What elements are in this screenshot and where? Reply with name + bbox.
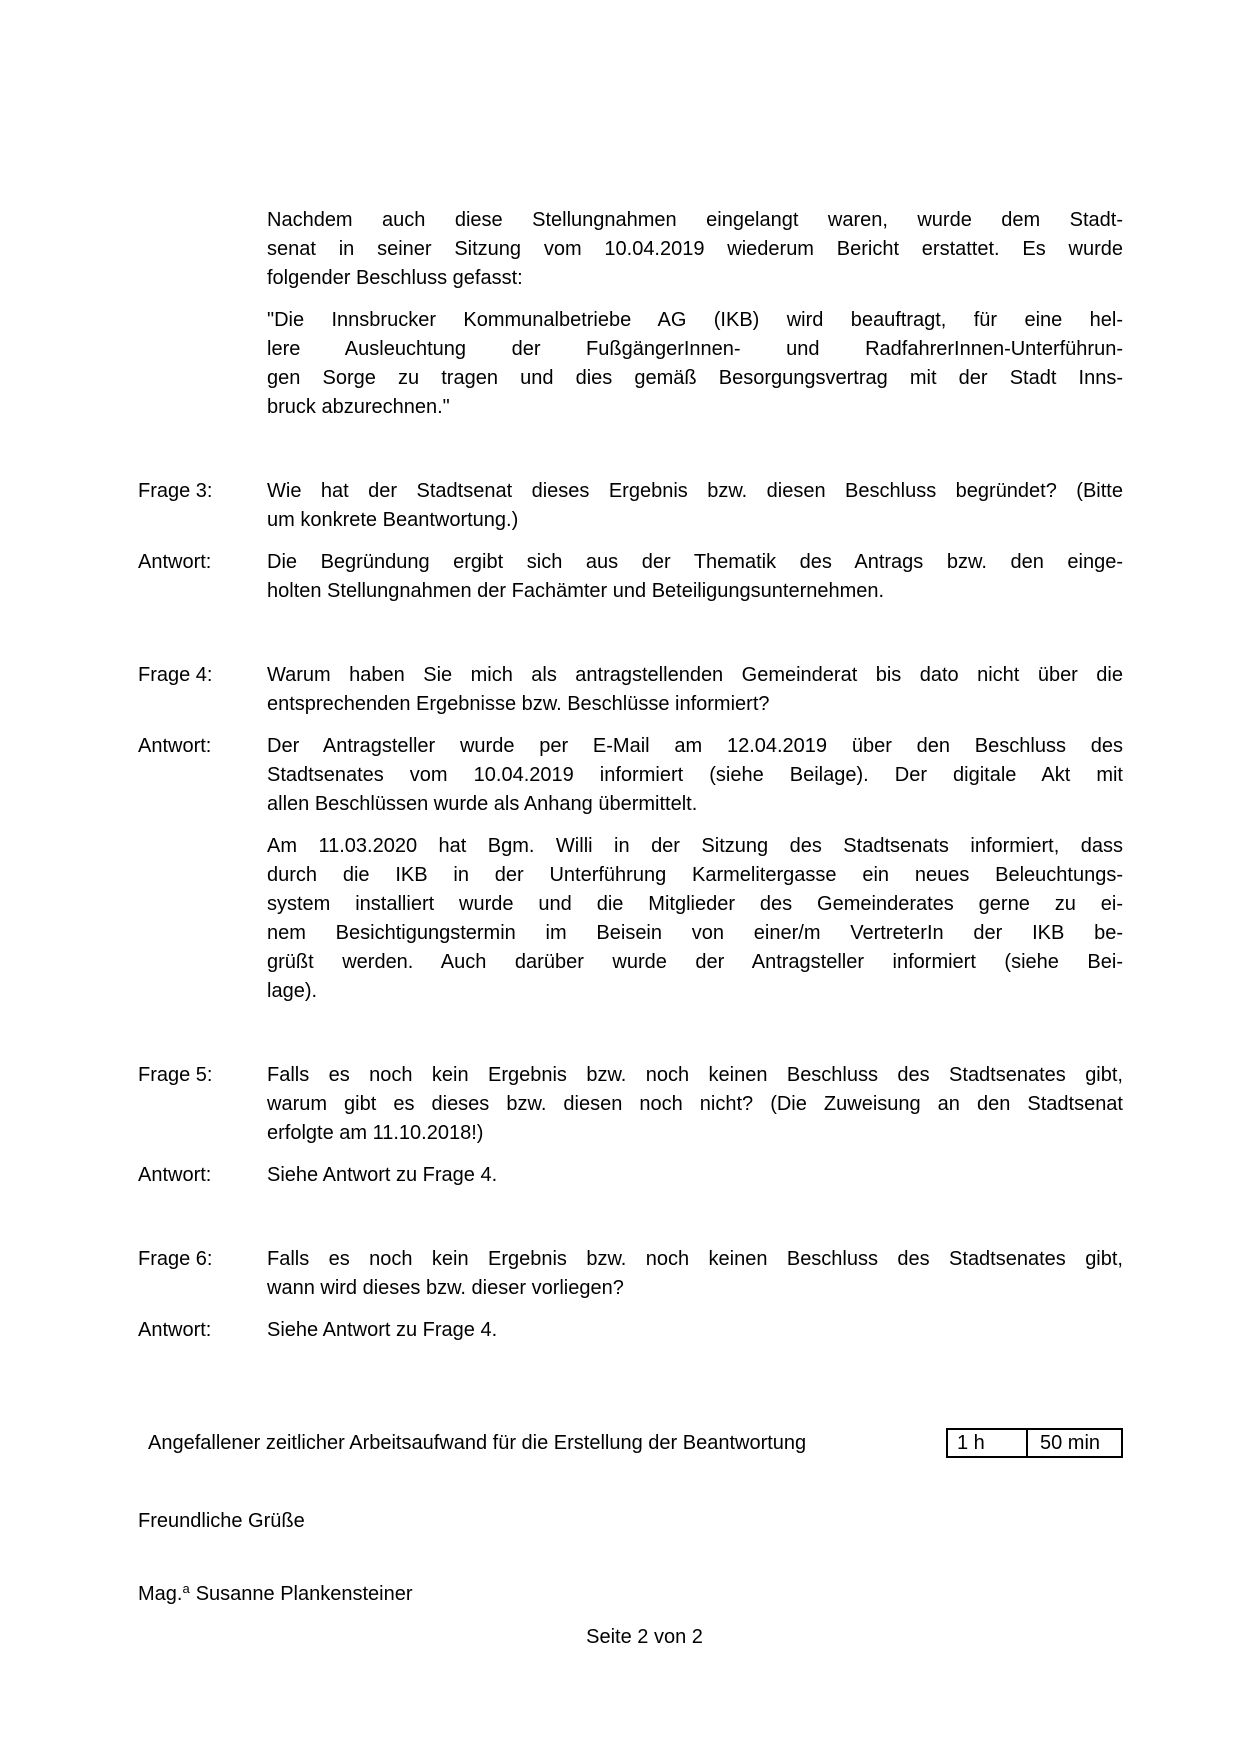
text-line: Falls es noch kein Ergebnis bzw. noch keinen Beschluss des Stadtsenates gibt,: [267, 1064, 1123, 1086]
text-line: Am 11.03.2020 hat Bgm. Willi in der Sitzung des Stadtsenats informiert, dass: [267, 835, 1123, 857]
document-body: [138, 0, 1123, 1652]
text-line: lage).: [267, 980, 318, 1002]
text-line: Die Begründung ergibt sich aus der Thematik des Antrags bzw. den einge-: [267, 551, 1123, 573]
text-line: Der Antragsteller wurde per E-Mail am 12.04.2019 über den Beschluss des: [267, 735, 1123, 757]
question-text: [267, 477, 1123, 535]
question-label: Frage 3:: [138, 480, 213, 502]
text-line: Nachdem auch diese Stellungnahmen eingelangt waren, wurde dem Stadt-: [267, 209, 1123, 231]
question-text: [267, 1061, 1123, 1148]
closing-greeting: Freundliche Grüße: [138, 1510, 305, 1532]
text-line: erfolgte am 11.10.2018!): [267, 1122, 484, 1144]
answer-text-paragraph-1: [267, 732, 1123, 819]
qa-row-antwort-5: [138, 1161, 1123, 1190]
text-line: Wie hat der Stadtsenat dieses Ergebnis bzw. diesen Beschluss begründet? (Bitte: [267, 480, 1123, 502]
qa-row-antwort-3: [138, 548, 1123, 606]
text-line: Siehe Antwort zu Frage 4.: [267, 1319, 498, 1341]
intro-paragraph-quote: [267, 306, 1123, 422]
answer-text-paragraph-2: [267, 832, 1123, 1006]
answer-label: Antwort:: [138, 551, 212, 573]
answer-text: [267, 1161, 1123, 1190]
answer-label: Antwort:: [138, 1319, 212, 1341]
intro-paragraph-1: [267, 206, 1123, 293]
text-line: gen Sorge zu tragen und dies gemäß Besorgungsvertrag mit der Stadt Inns-: [267, 367, 1123, 389]
text-line: allen Beschlüssen wurde als Anhang übermittelt.: [267, 793, 698, 815]
answer-text: [267, 1316, 1123, 1345]
text-line: bruck abzurechnen.": [267, 396, 450, 418]
text-line: "Die Innsbrucker Kommunalbetriebe AG (IKB) wird beauftragt, für eine hel-: [267, 309, 1123, 331]
qa-row-antwort-6: [138, 1316, 1123, 1345]
text-line: warum gibt es dieses bzw. diesen noch nicht? (Die Zuweisung an den Stadtsenat: [267, 1093, 1123, 1115]
text-line: nem Besichtigungstermin im Beisein von einer/m VertreterIn der IKB be-: [267, 922, 1123, 944]
text-line: um konkrete Beantwortung.): [267, 509, 519, 531]
qa-row-frage-4: [138, 661, 1123, 719]
answer-label: Antwort:: [138, 735, 212, 757]
text-line: lere Ausleuchtung der FußgängerInnen- und RadfahrerInnen-Unterführun-: [267, 338, 1123, 360]
text-line: entsprechenden Ergebnisse bzw. Beschlüsse informiert?: [267, 693, 770, 715]
page-number-footer: Seite 2 von 2: [586, 1626, 703, 1648]
qa-row-frage-3: [138, 477, 1123, 535]
text-line: holten Stellungnahmen der Fachämter und Beteiligungsunternehmen.: [267, 580, 885, 602]
workload-row: [138, 1428, 1123, 1458]
question-label: Frage 4:: [138, 664, 213, 686]
signature-name: Susanne Plankensteiner: [195, 1583, 413, 1605]
text-line: folgender Beschluss gefasst:: [267, 267, 523, 289]
question-label: Frage 5:: [138, 1064, 213, 1086]
qa-row-frage-6: [138, 1245, 1123, 1303]
text-line: Falls es noch kein Ergebnis bzw. noch keinen Beschluss des Stadtsenates gibt,: [267, 1248, 1123, 1270]
workload-time-table: [946, 1428, 1123, 1458]
answer-text: [267, 548, 1123, 606]
signature-title: Mag.: [138, 1583, 183, 1605]
text-line: Siehe Antwort zu Frage 4.: [267, 1164, 498, 1186]
text-line: grüßt werden. Auch darüber wurde der Antragsteller informiert (siehe Bei-: [267, 951, 1123, 973]
workload-minutes-cell: 50 min: [1026, 1430, 1121, 1456]
text-line: Stadtsenates vom 10.04.2019 informiert (siehe Beilage). Der digitale Akt mit: [267, 764, 1123, 786]
text-line: wann wird dieses bzw. dieser vorliegen?: [267, 1277, 624, 1299]
qa-row-antwort-4: [138, 732, 1123, 1006]
qa-row-frage-5: [138, 1061, 1123, 1148]
workload-label: Angefallener zeitlicher Arbeitsaufwand für die Erstellung der Beantwortung: [148, 1431, 807, 1454]
text-line: Warum haben Sie mich als antragstellenden Gemeinderat bis dato nicht über die: [267, 664, 1123, 686]
text-line: senat in seiner Sitzung vom 10.04.2019 wiederum Bericht erstattet. Es wurde: [267, 238, 1123, 260]
question-text: [267, 1245, 1123, 1303]
text-line: system installiert wurde und die Mitglieder des Gemeinderates gerne zu ei-: [267, 893, 1123, 915]
answer-label: Antwort:: [138, 1164, 212, 1186]
signature-title-superscript: a: [182, 1581, 190, 1596]
text-line: durch die IKB in der Unterführung Karmelitergasse ein neues Beleuchtungs-: [267, 864, 1123, 886]
question-text: [267, 661, 1123, 719]
signature-line: [138, 1580, 1123, 1609]
question-label: Frage 6:: [138, 1248, 213, 1270]
workload-hours-cell: 1 h: [957, 1431, 985, 1454]
